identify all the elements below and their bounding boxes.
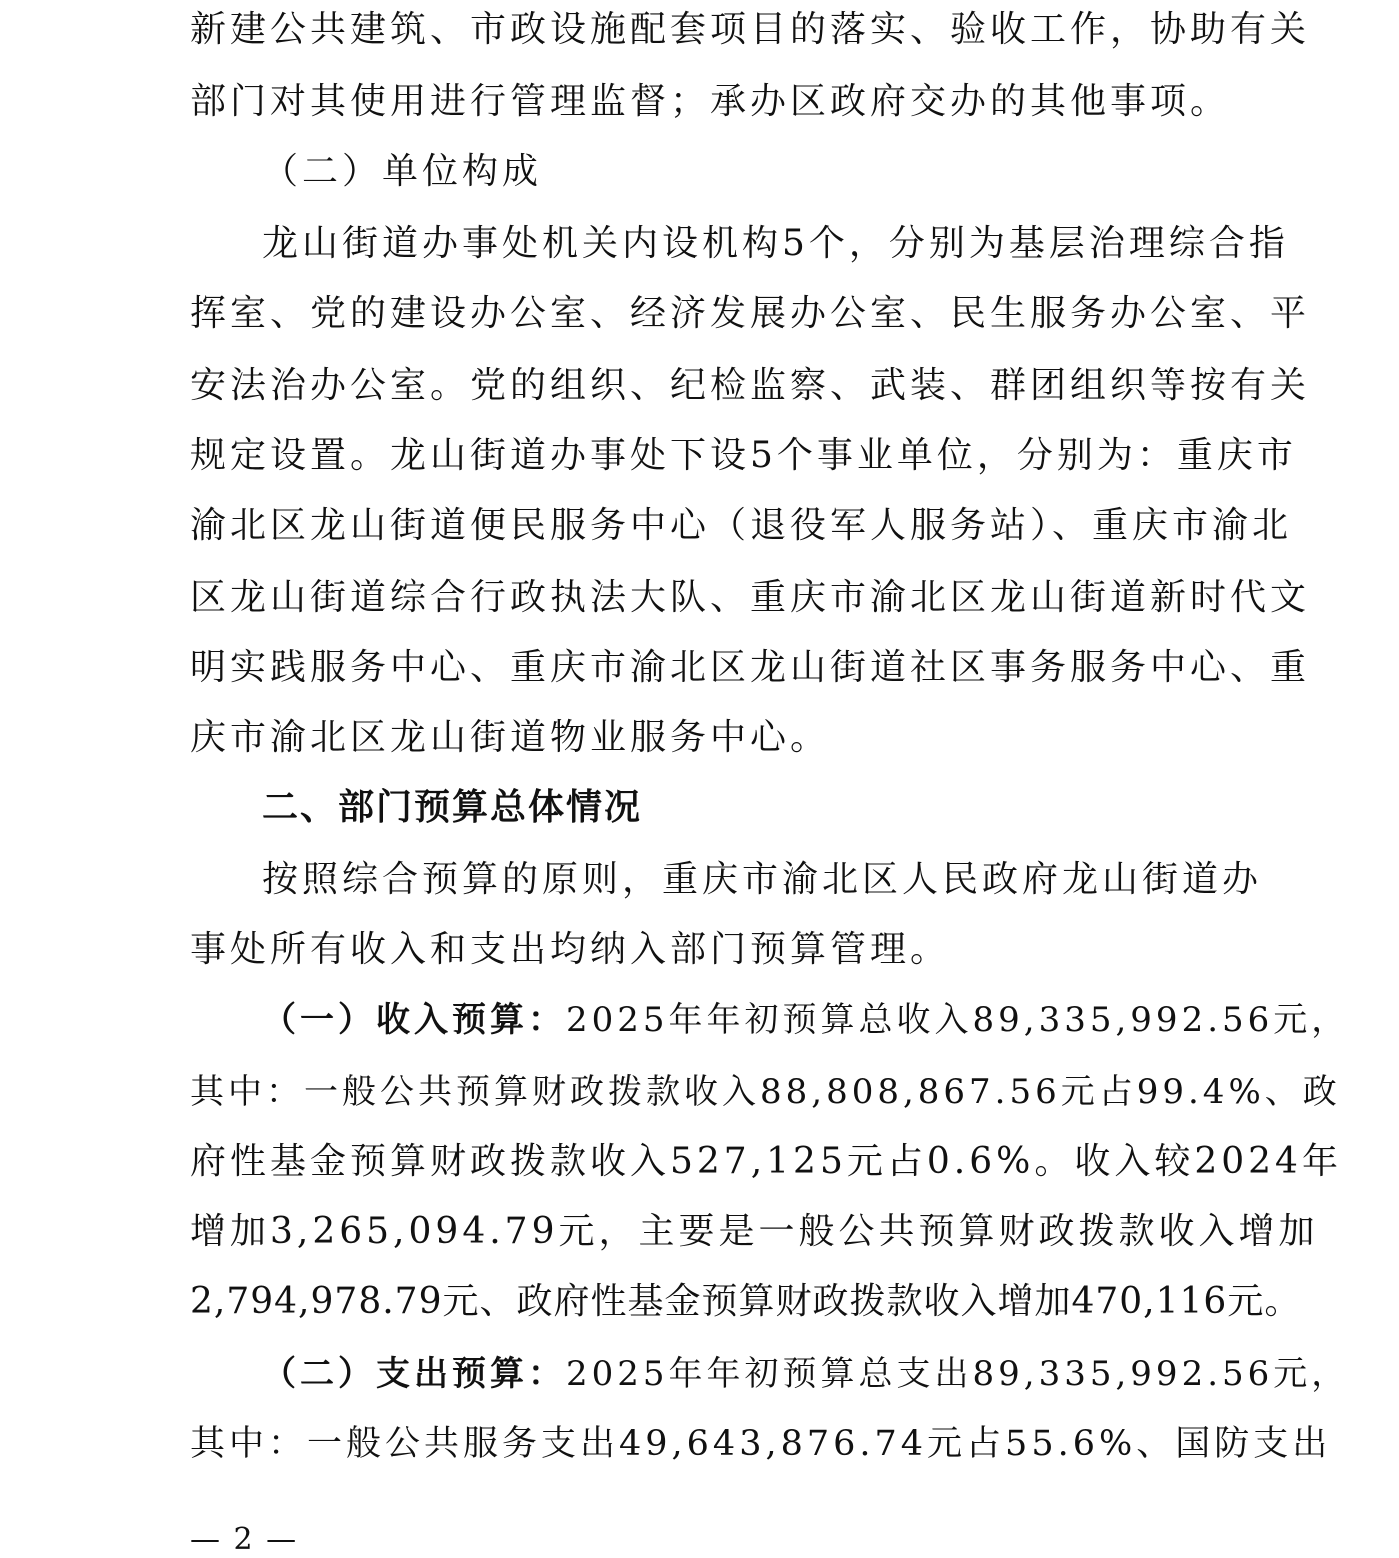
paragraph-line: 其中：一般公共预算财政拨款收入88,808,867.56元占99.4%、政 [190, 1072, 1341, 1112]
paragraph-line: 明实践服务中心、重庆市渝北区龙山街道社区事务服务中心、重 [190, 647, 1311, 688]
paragraph-line: 其中：一般公共服务支出49,643,876.74元占55.6%、国防支出 [190, 1424, 1332, 1464]
income-budget-label: （一）收入预算： [262, 1000, 566, 1040]
paragraph-line: 2,794,978.79元、政府性基金预算财政拨款收入增加470,116元。 [190, 1281, 1302, 1322]
expense-budget-text: 2025年年初预算总支出89,335,992.56元， [566, 1354, 1350, 1394]
paragraph-line: 庆市渝北区龙山街道物业服务中心。 [190, 717, 831, 758]
income-budget-text: 2025年年初预算总收入89,335,992.56元， [566, 1000, 1350, 1040]
paragraph-line: 事处所有收入和支出均纳入部门预算管理。 [190, 929, 951, 970]
subheading-unit-composition: （二）单位构成 [262, 151, 543, 192]
paragraph-line: 规定设置。龙山街道办事处下设5个事业单位，分别为：重庆市 [190, 435, 1297, 476]
paragraph-line: 区龙山街道综合行政执法大队、重庆市渝北区龙山街道新时代文 [190, 577, 1311, 618]
paragraph-line: 龙山街道办事处机关内设机构5个，分别为基层治理综合指 [262, 223, 1289, 264]
paragraph-line: 挥室、党的建设办公室、经济发展办公室、民生服务办公室、平 [190, 293, 1311, 334]
paragraph-line: 安法治办公室。党的组织、纪检监察、武装、群团组织等按有关 [190, 365, 1311, 406]
page-number: — 2 — [190, 1522, 299, 1557]
paragraph-line: 按照综合预算的原则，重庆市渝北区人民政府龙山街道办 [262, 859, 1263, 900]
paragraph-line: 府性基金预算财政拨款收入527,125元占0.6%。收入较2024年 [190, 1141, 1342, 1182]
paragraph-line: 部门对其使用进行管理监督；承办区政府交办的其他事项。 [190, 81, 1231, 122]
income-budget-line [262, 996, 1350, 1044]
expense-budget-label: （二）支出预算： [262, 1354, 566, 1394]
paragraph-line: 渝北区龙山街道便民服务中心（退役军人服务站）、重庆市渝北 [190, 505, 1293, 546]
expense-budget-line [262, 1350, 1350, 1398]
paragraph-line: 新建公共建筑、市政设施配套项目的落实、验收工作，协助有关 [190, 9, 1311, 50]
paragraph-line: 增加3,265,094.79元，主要是一般公共预算财政拨款收入增加 [190, 1211, 1319, 1252]
section-heading: 二、部门预算总体情况 [262, 787, 643, 828]
